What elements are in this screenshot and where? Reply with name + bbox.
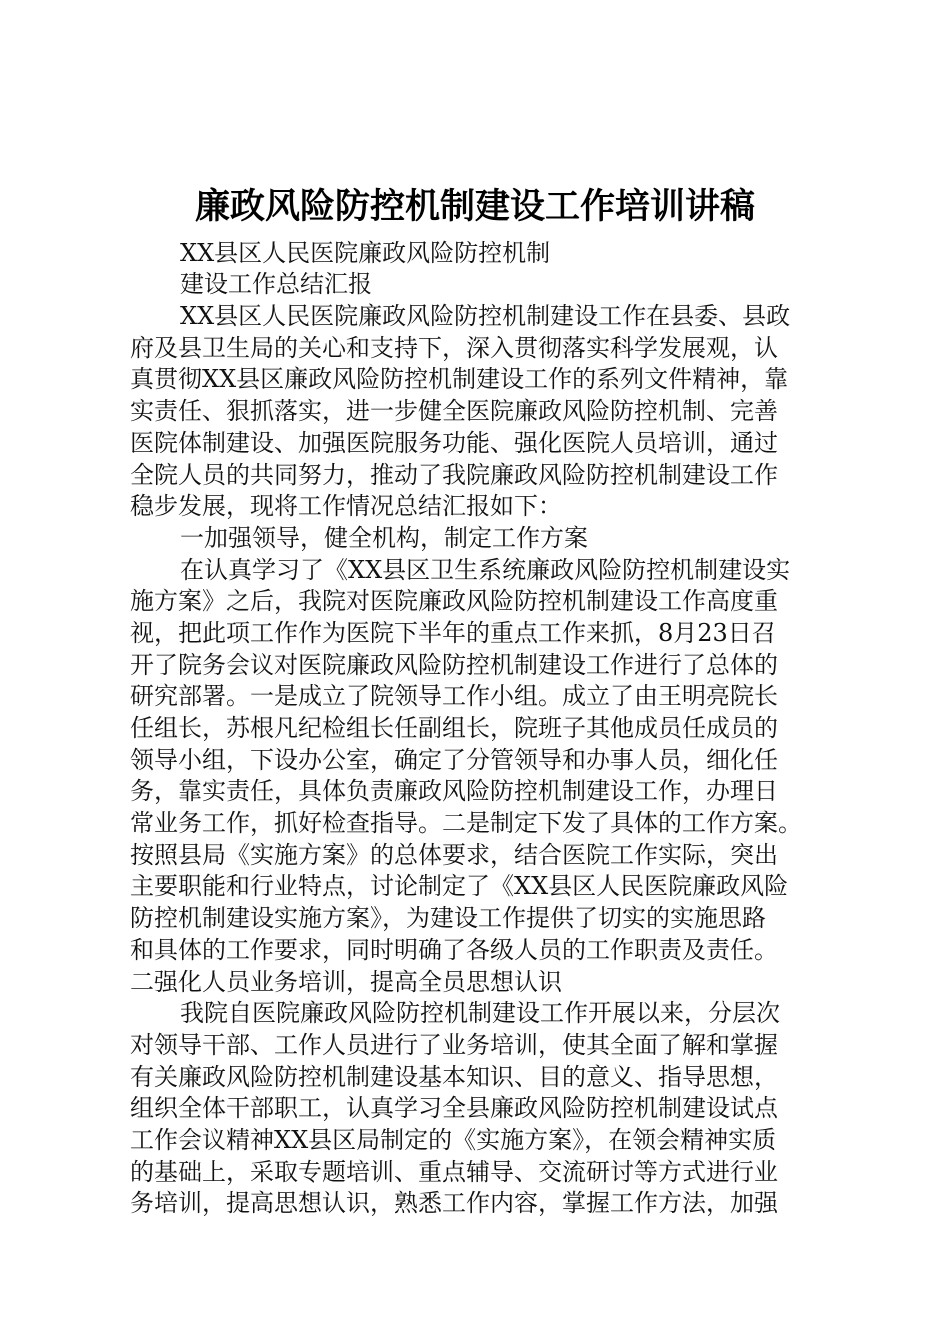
paragraph-line: 医院体制建设、加强医院服务功能、强化医院人员培训，通过 bbox=[130, 428, 778, 457]
paragraph-line: 领导小组，下设办公室，确定了分管领导和办事人员，细化任 bbox=[130, 745, 778, 774]
paragraph-line: 稳步发展，现将工作情况总结汇报如下： bbox=[130, 492, 562, 521]
section-heading: 二强化人员业务培训，提高全员思想认识 bbox=[130, 967, 562, 996]
paragraph-line: 全院人员的共同努力，推动了我院廉政风险防控机制建设工作 bbox=[130, 460, 778, 489]
paragraph-line: 和具体的工作要求，同时明确了各级人员的工作职责及责任。 bbox=[130, 935, 778, 964]
paragraph-line: 研究部署。一是成立了院领导工作小组。成立了由王明亮院长 bbox=[130, 682, 778, 711]
subtitle-line: XX县区人民医院廉政风险防控机制 bbox=[180, 238, 551, 267]
paragraph-line: XX县区人民医院廉政风险防控机制建设工作在县委、县政 bbox=[180, 302, 791, 331]
paragraph-line: 工作会议精神XX县区局制定的《实施方案》，在领会精神实质 bbox=[130, 1125, 777, 1154]
section-heading: 一加强领导，健全机构，制定工作方案 bbox=[180, 523, 588, 552]
paragraph-line: 视，把此项工作作为医院下半年的重点工作来抓，8月23日召 bbox=[130, 618, 776, 647]
paragraph-line: 务培训，提高思想认识，熟悉工作内容，掌握工作方法，加强 bbox=[130, 1189, 778, 1218]
paragraph-line: 施方案》之后，我院对医院廉政风险防控机制建设工作高度重 bbox=[130, 587, 778, 616]
paragraph-line: 开了院务会议对医院廉政风险防控机制建设工作进行了总体的 bbox=[130, 650, 778, 679]
paragraph-line: 真贯彻XX县区廉政风险防控机制建设工作的系列文件精神，靠 bbox=[130, 365, 789, 394]
paragraph-line: 有关廉政风险防控机制建设基本知识、目的意义、指导思想， bbox=[130, 1062, 778, 1091]
paragraph-line: 按照县局《实施方案》的总体要求，结合医院工作实际，突出 bbox=[130, 840, 778, 869]
paragraph-line: 组织全体干部职工，认真学习全县廉政风险防控机制建设试点 bbox=[130, 1094, 778, 1123]
paragraph-line: 常业务工作，抓好检查指导。二是制定下发了具体的工作方案。 bbox=[130, 809, 802, 838]
document-title: 廉政风险防控机制建设工作培训讲稿 bbox=[194, 186, 755, 227]
subtitle-line: 建设工作总结汇报 bbox=[180, 270, 372, 299]
paragraph-line: 府及县卫生局的关心和支持下，深入贯彻落实科学发展观，认 bbox=[130, 333, 778, 362]
paragraph-line: 防控机制建设实施方案》，为建设工作提供了切实的实施思路 bbox=[130, 904, 766, 933]
document-body bbox=[130, 206, 830, 1220]
title-spacer bbox=[130, 206, 830, 238]
paragraph-line: 务，靠实责任，具体负责廉政风险防控机制建设工作，办理日 bbox=[130, 777, 778, 806]
paragraph-line: 对领导干部、工作人员进行了业务培训，使其全面了解和掌握 bbox=[130, 1030, 778, 1059]
paragraph-line: 实责任、狠抓落实，进一步健全医院廉政风险防控机制、完善 bbox=[130, 397, 778, 426]
paragraph-line: 任组长，苏根凡纪检组长任副组长，院班子其他成员任成员的 bbox=[130, 714, 778, 742]
paragraph-line: 主要职能和行业特点，讨论制定了《XX县区人民医院廉政风险 bbox=[130, 872, 789, 901]
paragraph-line: 的基础上，采取专题培训、重点辅导、交流研讨等方式进行业 bbox=[130, 1157, 778, 1186]
paragraph-line: 在认真学习了《XX县区卫生系统廉政风险防控机制建设实 bbox=[180, 555, 791, 584]
paragraph-line: 我院自医院廉政风险防控机制建设工作开展以来，分层次 bbox=[180, 999, 780, 1028]
